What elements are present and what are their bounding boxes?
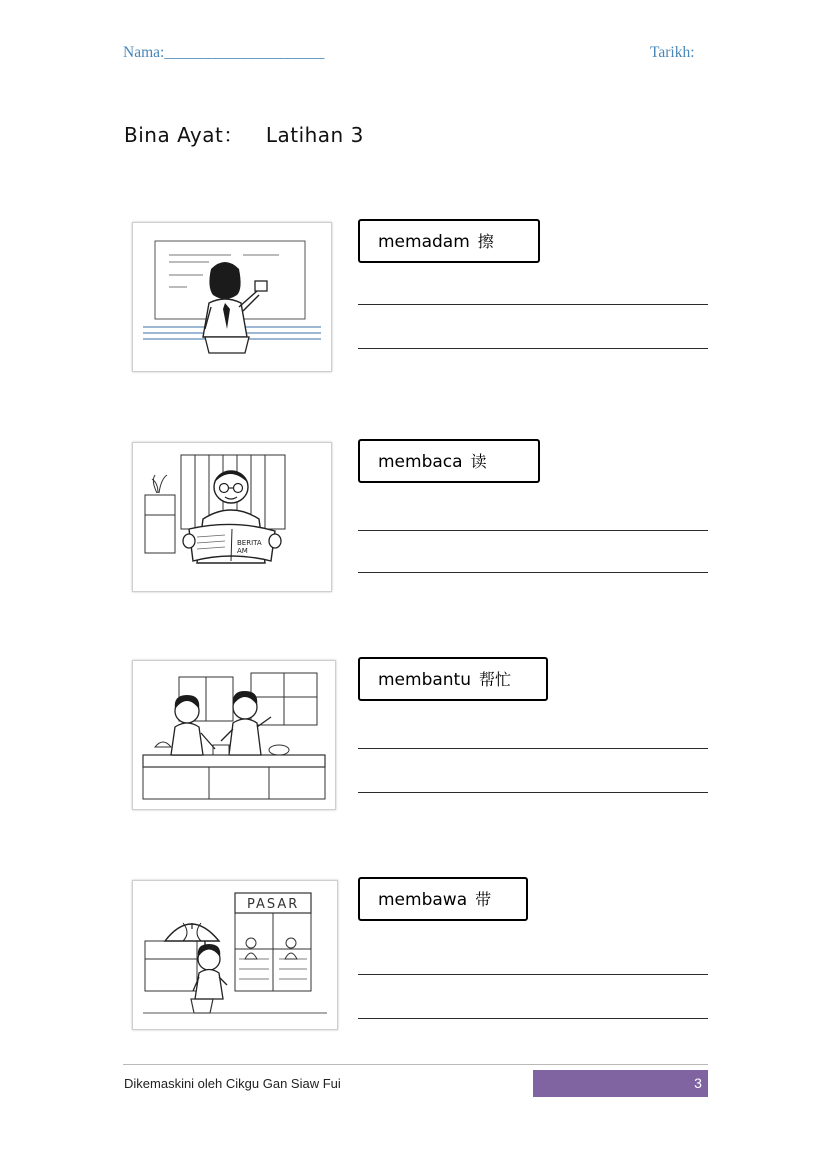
tarikh-label: Tarikh: [650, 44, 695, 61]
exercise-row [0, 868, 827, 1058]
page-title-main: Bina Ayat： [124, 123, 244, 147]
picture-children-helping-in-kitchen-icon [139, 667, 329, 803]
page-title [124, 119, 364, 148]
footer-divider [123, 1064, 708, 1065]
picture-girl-erasing-whiteboard-icon [139, 229, 325, 365]
svg-text:BERITA: BERITA [237, 539, 262, 547]
answer-line[interactable] [358, 974, 708, 975]
word-label: membantu [378, 670, 472, 690]
picture-frame [132, 222, 332, 372]
answer-line[interactable] [358, 530, 708, 531]
word-box [358, 439, 540, 483]
page-header [0, 44, 827, 74]
exercise-row [0, 648, 827, 838]
page-title-sub: Latihan 3 [265, 123, 364, 147]
word-box [358, 219, 540, 263]
nama-label: Nama: [123, 44, 165, 61]
footer-credit: Dikemaskini oleh Cikgu Gan Siaw Fui [124, 1076, 341, 1091]
exercise-row [0, 430, 827, 620]
answer-line[interactable] [358, 572, 708, 573]
picture-girl-carrying-umbrella-at-market-icon [139, 887, 331, 1023]
svg-text:PASAR: PASAR [247, 897, 300, 912]
picture-man-reading-newspaper-icon [139, 449, 325, 585]
tarikh-field [650, 44, 695, 62]
word-chinese: 读 [470, 452, 487, 471]
word-chinese: 擦 [477, 232, 494, 251]
nama-field [123, 44, 324, 62]
word-chinese: 帮忙 [479, 670, 512, 689]
page-number-badge [533, 1070, 708, 1097]
answer-line[interactable] [358, 1018, 708, 1019]
picture-frame [132, 660, 336, 810]
nama-blank-line: ______________________ [164, 44, 324, 61]
answer-line[interactable] [358, 304, 708, 305]
exercise-row [0, 210, 827, 400]
word-label: memadam [378, 232, 470, 252]
word-box [358, 657, 548, 701]
answer-line[interactable] [358, 748, 708, 749]
picture-frame [132, 880, 338, 1030]
answer-line[interactable] [358, 348, 708, 349]
word-label: membaca [378, 452, 463, 472]
answer-line[interactable] [358, 792, 708, 793]
svg-text:AM: AM [237, 547, 248, 555]
word-chinese: 带 [475, 890, 492, 909]
word-label: membawa [378, 890, 468, 910]
word-box [358, 877, 528, 921]
page-number: 3 [694, 1075, 702, 1091]
picture-frame [132, 442, 332, 592]
